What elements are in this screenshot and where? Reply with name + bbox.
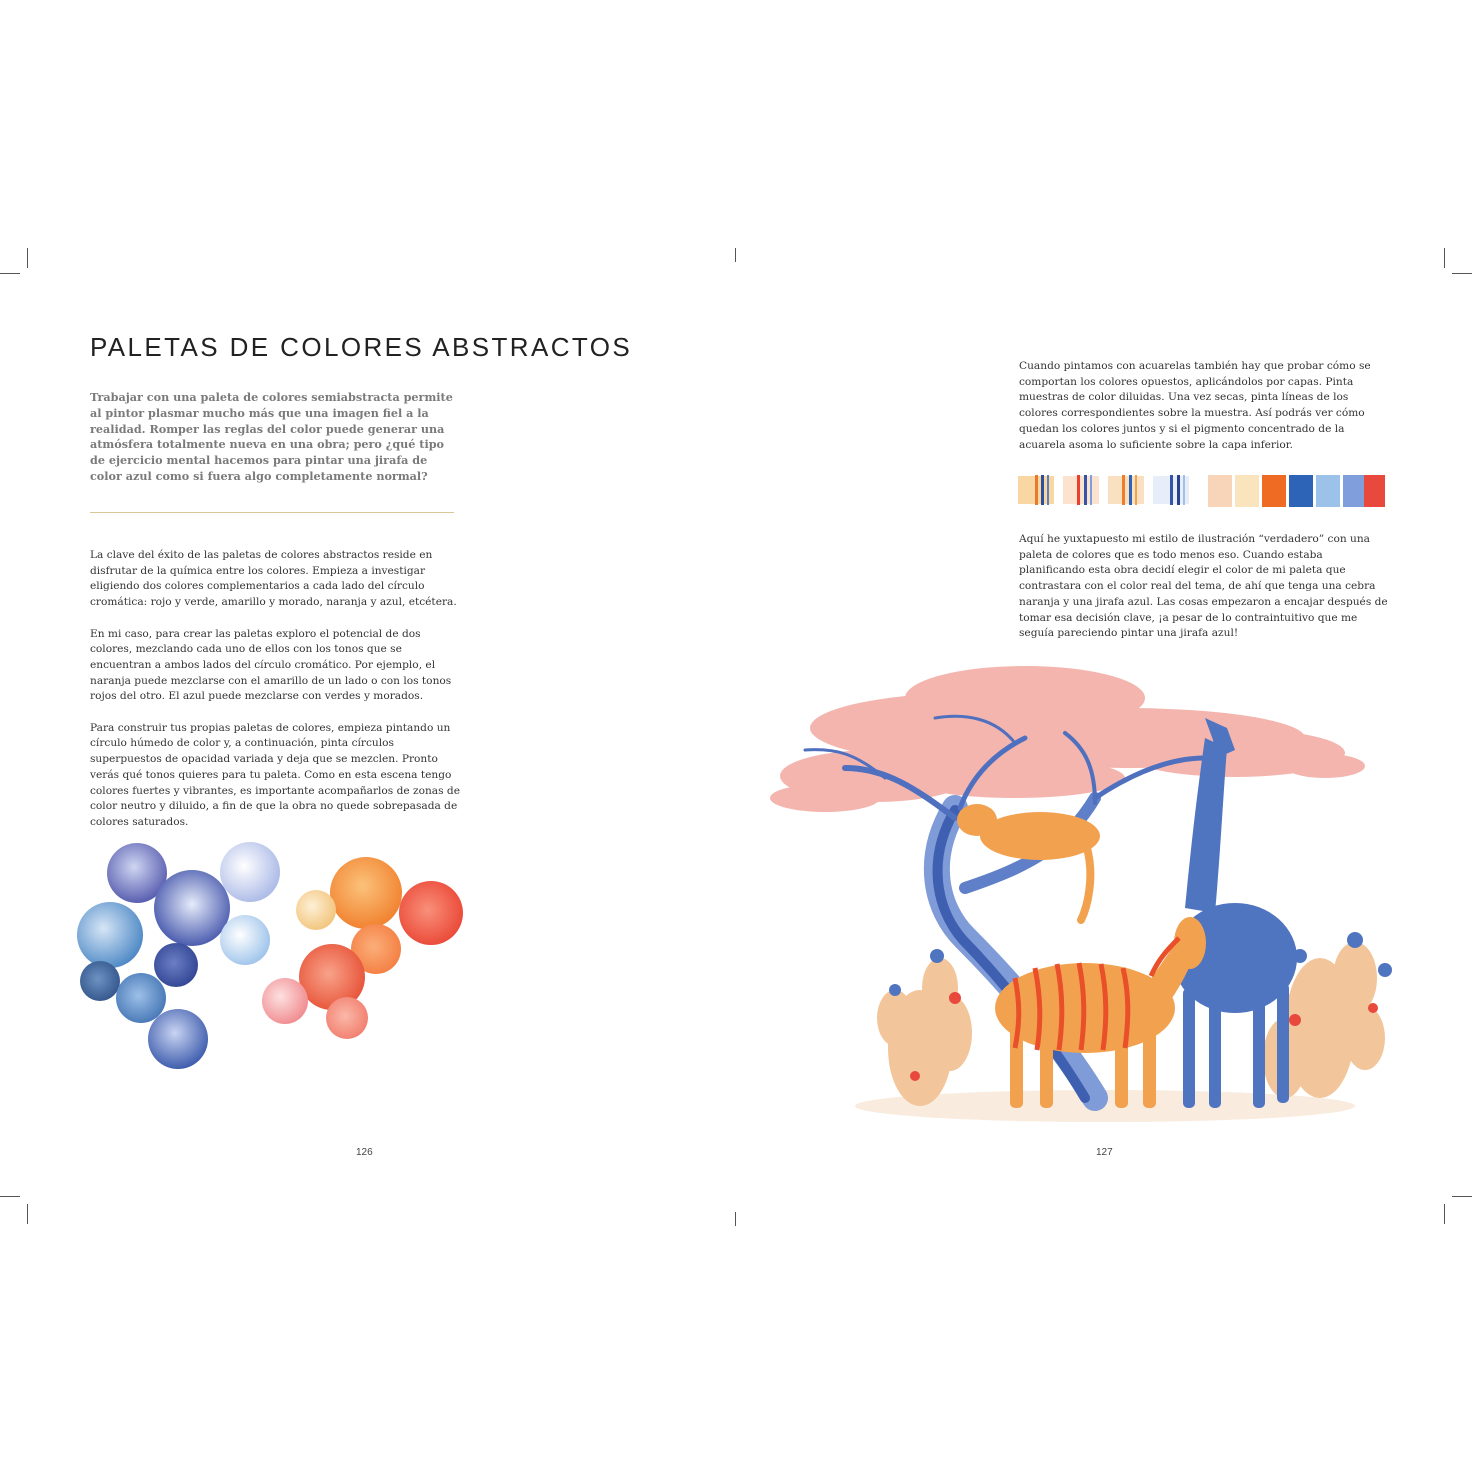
crop-mark xyxy=(1444,248,1445,268)
color-swatch xyxy=(1262,475,1286,507)
crop-mark xyxy=(27,248,28,268)
crop-mark xyxy=(0,1196,20,1197)
left-body-text xyxy=(90,548,460,846)
watercolor-circle xyxy=(154,943,198,987)
crop-mark xyxy=(735,248,736,262)
color-swatch xyxy=(1343,475,1364,507)
color-swatch xyxy=(1208,475,1232,507)
watercolor-circle xyxy=(220,842,280,902)
swatch-stroke xyxy=(1084,475,1087,505)
watercolor-circle xyxy=(148,1009,208,1069)
crop-mark xyxy=(1444,1204,1445,1224)
page-number: 126 xyxy=(356,1147,373,1158)
swatch-stroke xyxy=(1177,475,1180,505)
color-swatch xyxy=(1108,476,1144,504)
watercolor-circle xyxy=(262,978,308,1024)
swatch-stroke xyxy=(1077,475,1080,505)
watercolor-circle xyxy=(154,870,230,946)
right-paragraph-2: Aquí he yuxtapuesto mi estilo de ilustración “verdadero” con una paleta de colores que es todo menos eso. Cuando estaba planificando esta obra decidí elegir el color de mi paleta que contrastara con el color real del tema, de ahí que tenga una cebra naranja y una jirafa azul. Las cosas empezaron a encajar después de tomar esa decisión clave, ¡a pesar de lo contraintuitivo que me seguía pareciendo pintar una jirafa azul! xyxy=(1019,533,1388,640)
crop-mark xyxy=(735,1212,736,1226)
crop-mark xyxy=(0,273,20,274)
color-swatches xyxy=(1018,474,1386,508)
cactus-left xyxy=(877,949,972,1106)
swatch-stroke xyxy=(1035,475,1038,505)
tree-canopy xyxy=(770,666,1365,812)
page-number: 127 xyxy=(1096,1147,1113,1158)
color-swatch xyxy=(1316,475,1340,507)
watercolor-circle xyxy=(296,890,336,930)
swatch-stroke xyxy=(1135,475,1137,505)
crop-mark xyxy=(1452,1196,1472,1197)
intro-paragraph: Trabajar con una paleta de colores semiabstracta permite al pintor plasmar mucho más que una imagen fiel a la realidad. Romper las reglas del color puede generar una atmósfera totalmente nueva en una obra; pero ¿qué tipo de ejercicio mental hacemos para pintar una jirafa de color azul como si fuera algo completamente normal? xyxy=(90,390,453,483)
color-swatch xyxy=(1364,475,1385,507)
watercolor-circle xyxy=(399,881,463,945)
crop-mark xyxy=(27,1204,28,1224)
watercolor-circle xyxy=(220,915,270,965)
swatch-stroke xyxy=(1047,475,1049,505)
divider-rule xyxy=(90,512,454,513)
watercolor-circle xyxy=(77,902,143,968)
color-swatch xyxy=(1063,476,1099,504)
swatch-stroke xyxy=(1122,475,1125,505)
watercolor-circle xyxy=(116,973,166,1023)
color-swatch xyxy=(1235,475,1259,507)
savanna-illustration xyxy=(765,658,1395,1128)
zebra-figure xyxy=(995,917,1206,1108)
right-paragraph-1: Cuando pintamos con acuarelas también hay que probar cómo se comportan los colores opuestos, aplicándolos por capas. Pinta muestras de color diluidas. Una vez secas, pinta líneas de los colores correspondientes sobre la muestra. Así podrás ver cómo quedan los colores juntos y si el pigmento concentrado de la acuarela asoma lo suficiente sobre la capa inferior. xyxy=(1019,360,1371,451)
swatch-stroke xyxy=(1090,475,1092,505)
watercolor-circle xyxy=(326,997,368,1039)
body-paragraph: Para construir tus propias paletas de colores, empieza pintando un círculo húmedo de color y, a continuación, pinta círculos superpuestos de opacidad variada y deja que se mezclen. Pronto verás qué tonos quieres para tu paleta. Como en esta escena tengo colores fuertes y vibrantes, es importante acompañarlos de zonas de color neutro y diluido, a fin de que la obra no quede sobrepasada de colores saturados. xyxy=(90,721,460,828)
crop-mark xyxy=(1452,273,1472,274)
watercolor-circle xyxy=(330,857,402,929)
color-swatch xyxy=(1289,475,1313,507)
watercolor-circle xyxy=(80,961,120,1001)
swatch-stroke xyxy=(1183,475,1185,505)
swatch-stroke xyxy=(1170,475,1173,505)
body-paragraph: En mi caso, para crear las paletas exploro el potencial de dos colores, mezclando cada uno de ellos con los tonos que se encuentran a ambos lados del círculo cromático. Por ejemplo, el naranja puede mezclarse con el amarillo de un lado o con los tonos rojos del otro. El azul puede mezclarse con verdes y morados. xyxy=(90,627,452,703)
swatch-stroke xyxy=(1129,475,1132,505)
page-title: PALETAS DE COLORES ABSTRACTOS xyxy=(90,332,633,362)
watercolor-circles-illustration xyxy=(70,835,470,1075)
swatch-stroke xyxy=(1041,475,1044,505)
body-paragraph: La clave del éxito de las paletas de colores abstractos reside en disfrutar de la química entre los colores. Empieza a investigar eligiendo dos colores complementarios a cada lado del círculo cromática: rojo y verde, amarillo y morado, naranja y azul, etcétera. xyxy=(90,549,457,609)
